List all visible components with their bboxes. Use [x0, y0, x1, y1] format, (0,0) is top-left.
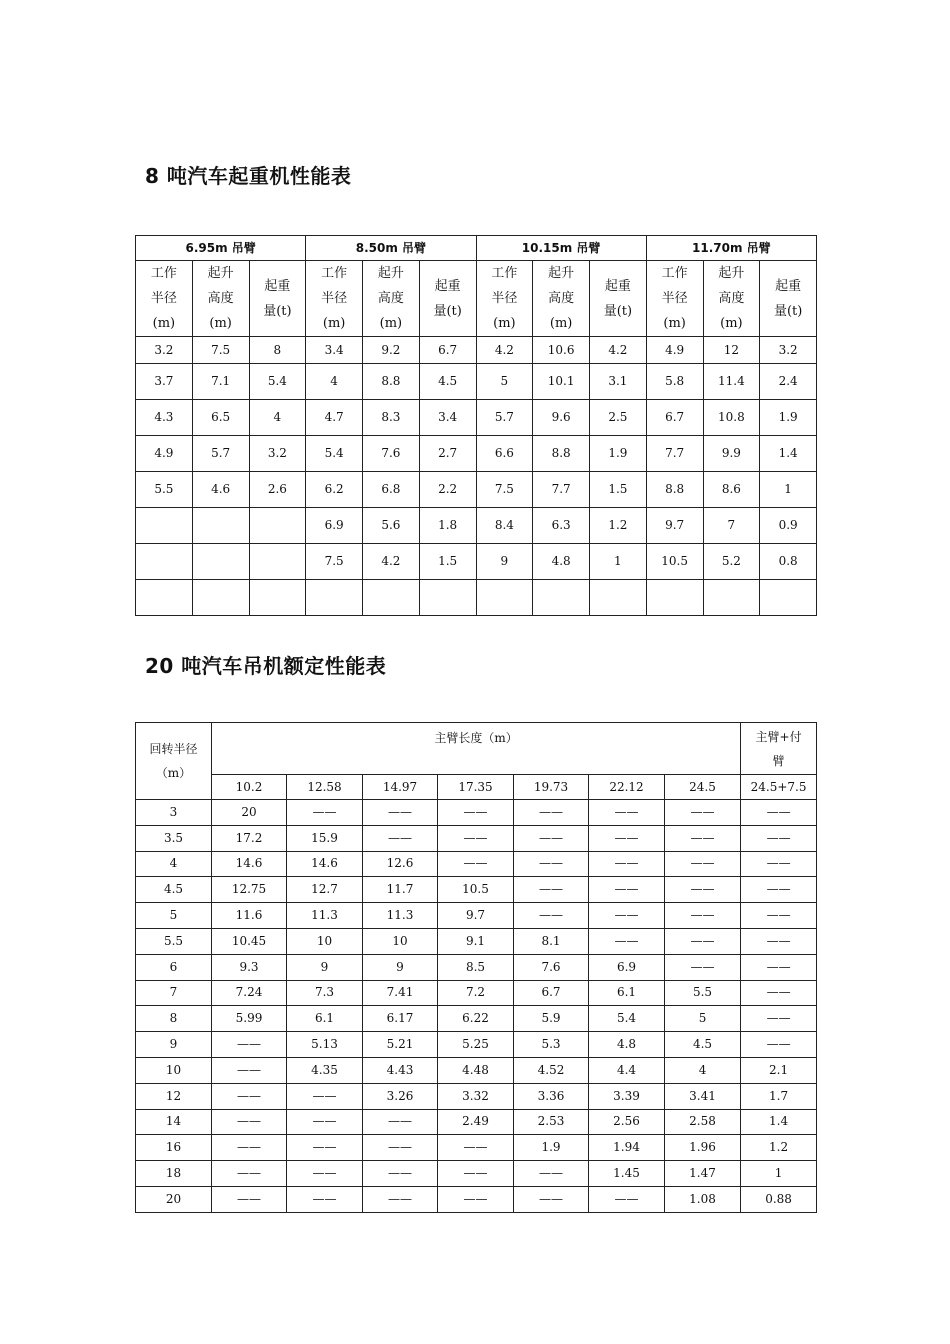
capacity-cell: 10: [363, 928, 438, 954]
capacity-cell: ——: [589, 825, 665, 851]
capacity-cell: ——: [212, 1057, 287, 1083]
capacity-cell: 6.1: [287, 1006, 363, 1032]
table-cell: 6.6: [476, 436, 533, 472]
table-cell: [306, 580, 363, 616]
capacity-cell: 6.17: [363, 1006, 438, 1032]
table-row: [136, 400, 817, 436]
capacity-cell: ——: [741, 903, 817, 929]
table-cell: 4.5: [419, 364, 476, 400]
capacity-cell: ——: [287, 1083, 363, 1109]
boom-length-value: 22.12: [589, 775, 665, 800]
capacity-cell: 6.9: [589, 954, 665, 980]
capacity-cell: 3.32: [438, 1083, 514, 1109]
table-cell: 1.5: [419, 544, 476, 580]
capacity-cell: ——: [665, 851, 741, 877]
table-row: [136, 800, 817, 826]
table-cell: 10.1: [533, 364, 590, 400]
table-cell: 5.6: [363, 508, 420, 544]
capacity-cell: 1.4: [741, 1109, 817, 1135]
capacity-cell: ——: [438, 1135, 514, 1161]
table-row: [136, 928, 817, 954]
table-cell: 10.5: [646, 544, 703, 580]
capacity-cell: 12.75: [212, 877, 287, 903]
table-cell: 1.2: [590, 508, 647, 544]
capacity-cell: ——: [438, 800, 514, 826]
capacity-cell: 5.25: [438, 1032, 514, 1058]
table-row: [136, 825, 817, 851]
radius-cell: 20: [136, 1186, 212, 1212]
capacity-cell: 1.08: [665, 1186, 741, 1212]
capacity-cell: 5.13: [287, 1032, 363, 1058]
table-cell: 5.7: [476, 400, 533, 436]
capacity-header: 起重 量(t): [590, 261, 647, 337]
table-cell: 1.5: [590, 472, 647, 508]
capacity-cell: 1: [741, 1161, 817, 1187]
table-cell: [192, 544, 249, 580]
table-cell: 8.8: [646, 472, 703, 508]
boom-length-value: 14.97: [363, 775, 438, 800]
table-cell: 4.7: [306, 400, 363, 436]
radius-cell: 10: [136, 1057, 212, 1083]
table-cell: 4.3: [136, 400, 193, 436]
table-row: [136, 954, 817, 980]
capacity-cell: ——: [741, 851, 817, 877]
table-cell: 3.4: [419, 400, 476, 436]
table-cell: [136, 580, 193, 616]
height-header: 起升 高度 (m): [192, 261, 249, 337]
table-cell: 4.9: [646, 337, 703, 364]
capacity-cell: 2.58: [665, 1109, 741, 1135]
table-row: [136, 1032, 817, 1058]
capacity-cell: 1.94: [589, 1135, 665, 1161]
radius-header: 工作 半径 (m): [476, 261, 533, 337]
capacity-cell: 0.88: [741, 1186, 817, 1212]
table-cell: 1: [760, 472, 817, 508]
table-cell: 1.4: [760, 436, 817, 472]
crane-20t-rated-performance-table: [135, 722, 817, 1213]
table-cell: 6.9: [306, 508, 363, 544]
capacity-cell: 14.6: [287, 851, 363, 877]
capacity-cell: ——: [438, 1161, 514, 1187]
capacity-cell: ——: [665, 903, 741, 929]
table-cell: 6.2: [306, 472, 363, 508]
capacity-cell: ——: [514, 1186, 589, 1212]
table-cell: 5.4: [306, 436, 363, 472]
table-row: [136, 508, 817, 544]
capacity-cell: 2.56: [589, 1109, 665, 1135]
table-cell: 9.6: [533, 400, 590, 436]
boom-length-header: 6.95m 吊臂: [136, 236, 306, 261]
capacity-cell: ——: [363, 1186, 438, 1212]
table-cell: [136, 508, 193, 544]
table-cell: 0.9: [760, 508, 817, 544]
table-cell: 4: [249, 400, 306, 436]
capacity-cell: ——: [665, 928, 741, 954]
radius-cell: 3.5: [136, 825, 212, 851]
header-row: [136, 723, 817, 775]
table-cell: [249, 508, 306, 544]
capacity-cell: ——: [287, 1161, 363, 1187]
capacity-cell: 4.8: [589, 1032, 665, 1058]
capacity-cell: 1.9: [514, 1135, 589, 1161]
capacity-cell: ——: [438, 1186, 514, 1212]
capacity-cell: ——: [514, 825, 589, 851]
capacity-cell: ——: [665, 877, 741, 903]
radius-header: 工作 半径 (m): [136, 261, 193, 337]
table-cell: 2.4: [760, 364, 817, 400]
table-cell: 8.8: [533, 436, 590, 472]
table-cell: [192, 508, 249, 544]
capacity-cell: ——: [741, 825, 817, 851]
capacity-cell: 15.9: [287, 825, 363, 851]
table-cell: 5.2: [703, 544, 760, 580]
table-row: [136, 544, 817, 580]
table-cell: 3.1: [590, 364, 647, 400]
table-cell: 7.1: [192, 364, 249, 400]
capacity-cell: ——: [212, 1161, 287, 1187]
table-cell: 4.9: [136, 436, 193, 472]
boom-length-value: 12.58: [287, 775, 363, 800]
boom-lengths-row: [136, 775, 817, 800]
table-cell: [760, 580, 817, 616]
capacity-cell: ——: [287, 1109, 363, 1135]
table-cell: [249, 580, 306, 616]
capacity-cell: 6.7: [514, 980, 589, 1006]
capacity-cell: ——: [363, 1161, 438, 1187]
table-cell: 6.5: [192, 400, 249, 436]
boom-header-row: [136, 236, 817, 261]
table-cell: 3.4: [306, 337, 363, 364]
table-cell: 10.6: [533, 337, 590, 364]
sub-header-row: [136, 261, 817, 337]
capacity-cell: 5.9: [514, 1006, 589, 1032]
table2-title: 20 吨汽车吊机额定性能表: [145, 654, 387, 678]
table-cell: 4.2: [476, 337, 533, 364]
table-cell: 4.6: [192, 472, 249, 508]
table-cell: 9.7: [646, 508, 703, 544]
capacity-cell: 5.99: [212, 1006, 287, 1032]
table-cell: 5.7: [192, 436, 249, 472]
table-cell: 7.7: [533, 472, 590, 508]
table-cell: 4.2: [363, 544, 420, 580]
radius-header: 工作 半径 (m): [646, 261, 703, 337]
table-row: [136, 1109, 817, 1135]
table-cell: 11.4: [703, 364, 760, 400]
radius-cell: 7: [136, 980, 212, 1006]
capacity-cell: ——: [741, 980, 817, 1006]
boom-length-value: 19.73: [514, 775, 589, 800]
capacity-cell: 9: [287, 954, 363, 980]
capacity-cell: ——: [741, 877, 817, 903]
capacity-cell: 4.35: [287, 1057, 363, 1083]
radius-cell: 4.5: [136, 877, 212, 903]
capacity-cell: 1.96: [665, 1135, 741, 1161]
capacity-cell: ——: [212, 1109, 287, 1135]
table-cell: 6.8: [363, 472, 420, 508]
capacity-cell: ——: [287, 800, 363, 826]
capacity-cell: ——: [589, 851, 665, 877]
table-cell: 7.6: [363, 436, 420, 472]
table-cell: 2.2: [419, 472, 476, 508]
capacity-cell: ——: [514, 800, 589, 826]
capacity-cell: 4.48: [438, 1057, 514, 1083]
capacity-cell: 7.2: [438, 980, 514, 1006]
capacity-cell: 8.5: [438, 954, 514, 980]
radius-cell: 5.5: [136, 928, 212, 954]
table-cell: [646, 580, 703, 616]
capacity-cell: ——: [212, 1135, 287, 1161]
table-cell: [419, 580, 476, 616]
radius-cell: 18: [136, 1161, 212, 1187]
capacity-cell: 5.4: [589, 1006, 665, 1032]
table-cell: [363, 580, 420, 616]
table-cell: 1: [590, 544, 647, 580]
capacity-cell: 9.1: [438, 928, 514, 954]
table-row: [136, 1006, 817, 1032]
table-row: [136, 472, 817, 508]
table-cell: 7.7: [646, 436, 703, 472]
capacity-cell: 11.7: [363, 877, 438, 903]
capacity-cell: 20: [212, 800, 287, 826]
table-row: [136, 903, 817, 929]
capacity-cell: 11.3: [363, 903, 438, 929]
capacity-cell: 7.6: [514, 954, 589, 980]
table-cell: 2.6: [249, 472, 306, 508]
table-cell: [249, 544, 306, 580]
radius-header: 工作 半径 (m): [306, 261, 363, 337]
capacity-cell: 4.52: [514, 1057, 589, 1083]
boom-length-header: 11.70m 吊臂: [646, 236, 816, 261]
table-cell: 8.3: [363, 400, 420, 436]
capacity-cell: 3.41: [665, 1083, 741, 1109]
table-row: [136, 580, 817, 616]
capacity-cell: ——: [741, 1006, 817, 1032]
capacity-cell: ——: [212, 1083, 287, 1109]
capacity-cell: 4.43: [363, 1057, 438, 1083]
capacity-cell: 6.22: [438, 1006, 514, 1032]
boom-length-value: 10.2: [212, 775, 287, 800]
capacity-cell: ——: [287, 1135, 363, 1161]
table-cell: 1.9: [760, 400, 817, 436]
capacity-cell: 3.36: [514, 1083, 589, 1109]
capacity-cell: ——: [363, 1109, 438, 1135]
capacity-cell: ——: [665, 825, 741, 851]
capacity-cell: 10.5: [438, 877, 514, 903]
table-row: [136, 337, 817, 364]
table-row: [136, 1083, 817, 1109]
capacity-cell: ——: [589, 1186, 665, 1212]
boom-length-header: 主臂长度（m）: [212, 723, 741, 775]
radius-cell: 14: [136, 1109, 212, 1135]
capacity-cell: 4: [665, 1057, 741, 1083]
table-cell: [703, 580, 760, 616]
capacity-cell: ——: [665, 954, 741, 980]
capacity-cell: ——: [438, 851, 514, 877]
radius-header: 回转半径 （m）: [136, 723, 212, 800]
capacity-cell: 9.7: [438, 903, 514, 929]
table-cell: 7.5: [306, 544, 363, 580]
radius-cell: 6: [136, 954, 212, 980]
capacity-cell: ——: [589, 877, 665, 903]
capacity-header: 起重 量(t): [760, 261, 817, 337]
table-cell: 5.5: [136, 472, 193, 508]
table-row: [136, 436, 817, 472]
table-cell: 5: [476, 364, 533, 400]
capacity-cell: 9.3: [212, 954, 287, 980]
capacity-cell: 14.6: [212, 851, 287, 877]
table-cell: 1.8: [419, 508, 476, 544]
boom-length-header: 10.15m 吊臂: [476, 236, 646, 261]
boom-length-value: 24.5: [665, 775, 741, 800]
capacity-cell: 2.53: [514, 1109, 589, 1135]
table-cell: 7.5: [192, 337, 249, 364]
capacity-cell: 6.1: [589, 980, 665, 1006]
height-header: 起升 高度 (m): [703, 261, 760, 337]
table-cell: [533, 580, 590, 616]
table-cell: 2.5: [590, 400, 647, 436]
table-cell: 1.9: [590, 436, 647, 472]
table-cell: 4.2: [590, 337, 647, 364]
capacity-cell: ——: [741, 800, 817, 826]
capacity-cell: 4.4: [589, 1057, 665, 1083]
radius-cell: 3: [136, 800, 212, 826]
table-cell: 10.8: [703, 400, 760, 436]
radius-cell: 16: [136, 1135, 212, 1161]
capacity-cell: ——: [363, 825, 438, 851]
capacity-cell: ——: [514, 903, 589, 929]
capacity-cell: 12.6: [363, 851, 438, 877]
table-row: [136, 1135, 817, 1161]
table-cell: 3.2: [136, 337, 193, 364]
capacity-cell: 2.1: [741, 1057, 817, 1083]
capacity-cell: 7.24: [212, 980, 287, 1006]
table-cell: 5.4: [249, 364, 306, 400]
capacity-cell: ——: [363, 1135, 438, 1161]
table-row: [136, 1057, 817, 1083]
capacity-cell: ——: [363, 800, 438, 826]
capacity-cell: 1.47: [665, 1161, 741, 1187]
capacity-cell: ——: [741, 954, 817, 980]
table-cell: 7.5: [476, 472, 533, 508]
capacity-cell: 11.3: [287, 903, 363, 929]
capacity-cell: 10.45: [212, 928, 287, 954]
capacity-cell: 1.2: [741, 1135, 817, 1161]
table-cell: [476, 580, 533, 616]
table-cell: [590, 580, 647, 616]
capacity-cell: ——: [589, 800, 665, 826]
boom-length-value: 24.5+7.5: [741, 775, 817, 800]
table-cell: 7: [703, 508, 760, 544]
capacity-cell: ——: [741, 1032, 817, 1058]
capacity-cell: ——: [514, 877, 589, 903]
capacity-cell: 12.7: [287, 877, 363, 903]
radius-cell: 8: [136, 1006, 212, 1032]
capacity-cell: ——: [589, 903, 665, 929]
table-cell: 6.7: [646, 400, 703, 436]
crane-8t-performance-table: [135, 235, 817, 616]
capacity-cell: 10: [287, 928, 363, 954]
capacity-cell: ——: [741, 928, 817, 954]
boom-length-value: 17.35: [438, 775, 514, 800]
table-cell: 9.2: [363, 337, 420, 364]
capacity-cell: 1.7: [741, 1083, 817, 1109]
capacity-cell: 3.26: [363, 1083, 438, 1109]
table-row: [136, 851, 817, 877]
table-cell: 8.8: [363, 364, 420, 400]
table-cell: 9: [476, 544, 533, 580]
table-cell: 3.7: [136, 364, 193, 400]
height-header: 起升 高度 (m): [363, 261, 420, 337]
capacity-cell: 5.5: [665, 980, 741, 1006]
capacity-header: 起重 量(t): [419, 261, 476, 337]
capacity-cell: ——: [212, 1186, 287, 1212]
table-cell: 4.8: [533, 544, 590, 580]
table-row: [136, 364, 817, 400]
radius-cell: 9: [136, 1032, 212, 1058]
table-cell: 0.8: [760, 544, 817, 580]
table-cell: 5.8: [646, 364, 703, 400]
capacity-cell: 7.3: [287, 980, 363, 1006]
capacity-cell: 11.6: [212, 903, 287, 929]
table-cell: 3.2: [249, 436, 306, 472]
capacity-header: 起重 量(t): [249, 261, 306, 337]
table-row: [136, 1161, 817, 1187]
table-cell: 8.6: [703, 472, 760, 508]
table-row: [136, 1186, 817, 1212]
capacity-cell: 17.2: [212, 825, 287, 851]
boom-length-header: 8.50m 吊臂: [306, 236, 476, 261]
capacity-cell: ——: [212, 1032, 287, 1058]
capacity-cell: 9: [363, 954, 438, 980]
table-row: [136, 980, 817, 1006]
table-cell: 9.9: [703, 436, 760, 472]
capacity-cell: 2.49: [438, 1109, 514, 1135]
table-row: [136, 877, 817, 903]
table-cell: [136, 544, 193, 580]
table-cell: 8.4: [476, 508, 533, 544]
table1-title: 8 吨汽车起重机性能表: [145, 164, 352, 188]
capacity-cell: 1.45: [589, 1161, 665, 1187]
capacity-cell: ——: [287, 1186, 363, 1212]
capacity-cell: 5.3: [514, 1032, 589, 1058]
table-cell: 4: [306, 364, 363, 400]
capacity-cell: ——: [514, 851, 589, 877]
table-cell: 6.7: [419, 337, 476, 364]
height-header: 起升 高度 (m): [533, 261, 590, 337]
radius-cell: 12: [136, 1083, 212, 1109]
table-cell: 8: [249, 337, 306, 364]
capacity-cell: ——: [665, 800, 741, 826]
table-cell: 2.7: [419, 436, 476, 472]
table-cell: [192, 580, 249, 616]
capacity-cell: 4.5: [665, 1032, 741, 1058]
radius-cell: 5: [136, 903, 212, 929]
aux-boom-header: 主臂+付 臂: [741, 723, 817, 775]
table-cell: 12: [703, 337, 760, 364]
capacity-cell: 8.1: [514, 928, 589, 954]
table-cell: 6.3: [533, 508, 590, 544]
capacity-cell: 3.39: [589, 1083, 665, 1109]
capacity-cell: ——: [514, 1161, 589, 1187]
capacity-cell: 5: [665, 1006, 741, 1032]
capacity-cell: 5.21: [363, 1032, 438, 1058]
capacity-cell: ——: [438, 825, 514, 851]
capacity-cell: ——: [589, 928, 665, 954]
radius-cell: 4: [136, 851, 212, 877]
capacity-cell: 7.41: [363, 980, 438, 1006]
table-cell: 3.2: [760, 337, 817, 364]
